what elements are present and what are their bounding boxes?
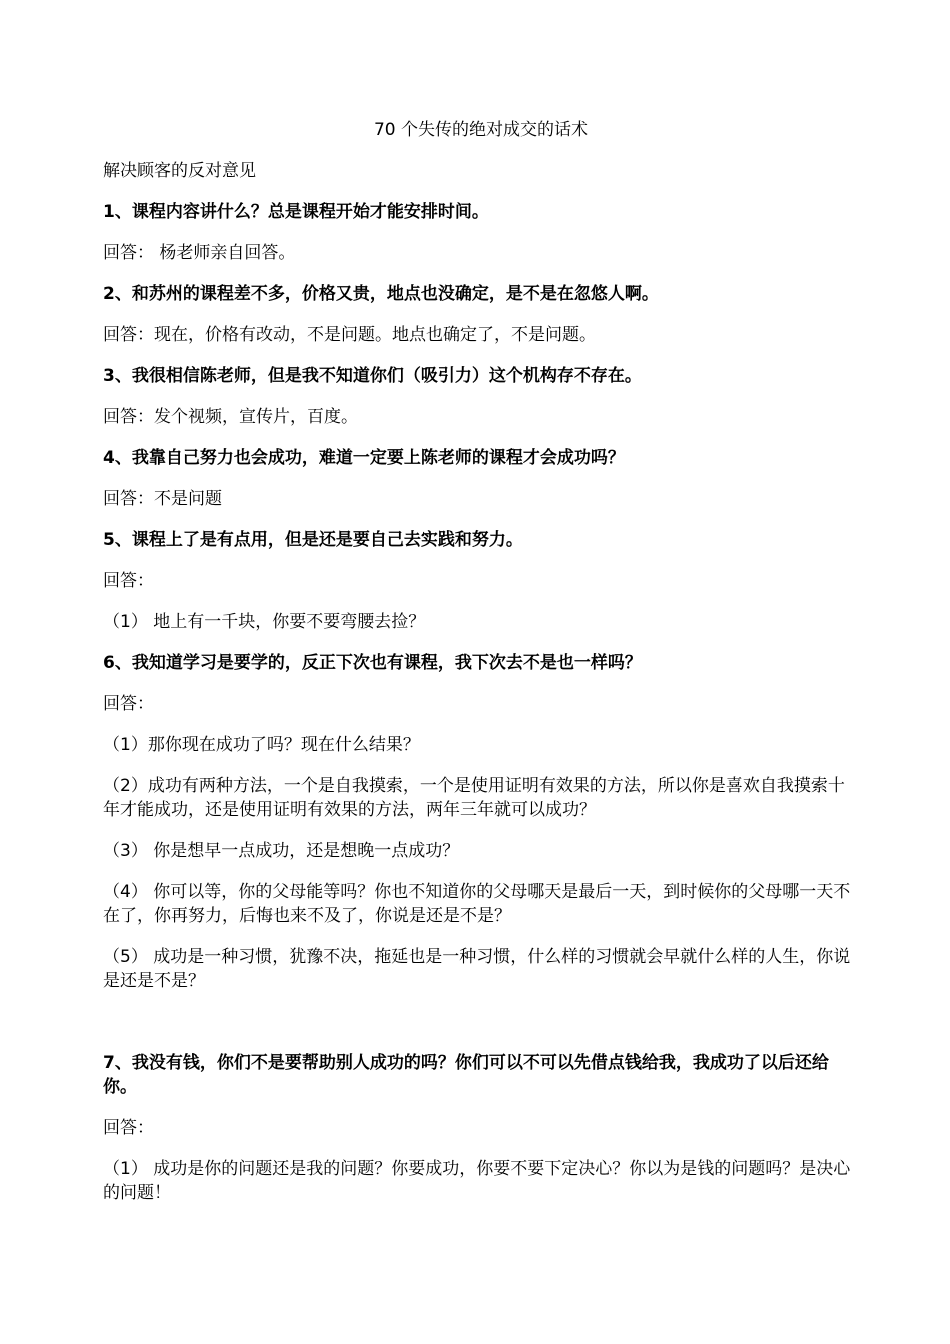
answer-7-item-1: （1） 成功是你的问题还是我的问题？你要成功，你要不要下定决心？你以为是钱的问题吗？是决心的问题！: [103, 1159, 851, 1203]
answer-4: 回答：不是问题: [103, 489, 222, 509]
answer-6-label: 回答：: [103, 694, 154, 714]
question-3: 3、我很相信陈老师，但是我不知道你们（吸引力）这个机构存不存在。: [103, 366, 642, 386]
question-7: 7、我没有钱，你们不是要帮助别人成功的吗？你们可以不可以先借点钱给我，我成功了以后还给你。: [103, 1053, 829, 1097]
answer-1: 回答： 杨老师亲自回答。: [103, 243, 296, 263]
answer-6-item-1: （1）那你现在成功了吗？现在什么结果？: [103, 735, 420, 755]
answer-6-item-3: （3） 你是想早一点成功，还是想晚一点成功？: [103, 841, 460, 861]
answer-5-label: 回答：: [103, 571, 154, 591]
document-title: 70 个失传的绝对成交的话术: [373, 120, 589, 140]
question-4: 4、我靠自己努力也会成功，难道一定要上陈老师的课程才会成功吗？: [103, 448, 625, 468]
question-6: 6、我知道学习是要学的，反正下次也有课程，我下次去不是也一样吗？: [103, 653, 642, 673]
question-1: 1、课程内容讲什么？总是课程开始才能安排时间。: [103, 202, 489, 222]
answer-6-item-5: （5） 成功是一种习惯，犹豫不决，拖延也是一种习惯，什么样的习惯就会早就什么样的人生，你说是还是不是？: [103, 947, 851, 991]
answer-6-item-4: （4） 你可以等，你的父母能等吗？你也不知道你的父母哪天是最后一天，到时候你的父母哪一天不在了，你再努力，后悔也来不及了，你说是还是不是？: [103, 882, 851, 926]
answer-3: 回答：发个视频，宣传片，百度。: [103, 407, 358, 427]
question-5: 5、课程上了是有点用，但是还是要自己去实践和努力。: [103, 530, 523, 550]
answer-6-item-2: （2）成功有两种方法，一个是自我摸索，一个是使用证明有效果的方法，所以你是喜欢自我摸索十年才能成功，还是使用证明有效果的方法，两年三年就可以成功？: [103, 776, 845, 820]
document-body: [103, 118, 853, 1222]
blank-line: [103, 1010, 853, 1034]
answer-2: 回答：现在，价格有改动，不是问题。地点也确定了，不是问题。: [103, 325, 596, 345]
section-heading: 解决顾客的反对意见: [103, 161, 256, 181]
answer-7-label: 回答：: [103, 1118, 154, 1138]
question-2: 2、和苏州的课程差不多，价格又贵，地点也没确定，是不是在忽悠人啊。: [103, 284, 659, 304]
answer-5-item-1: （1） 地上有一千块，你要不要弯腰去捡？: [103, 612, 426, 632]
